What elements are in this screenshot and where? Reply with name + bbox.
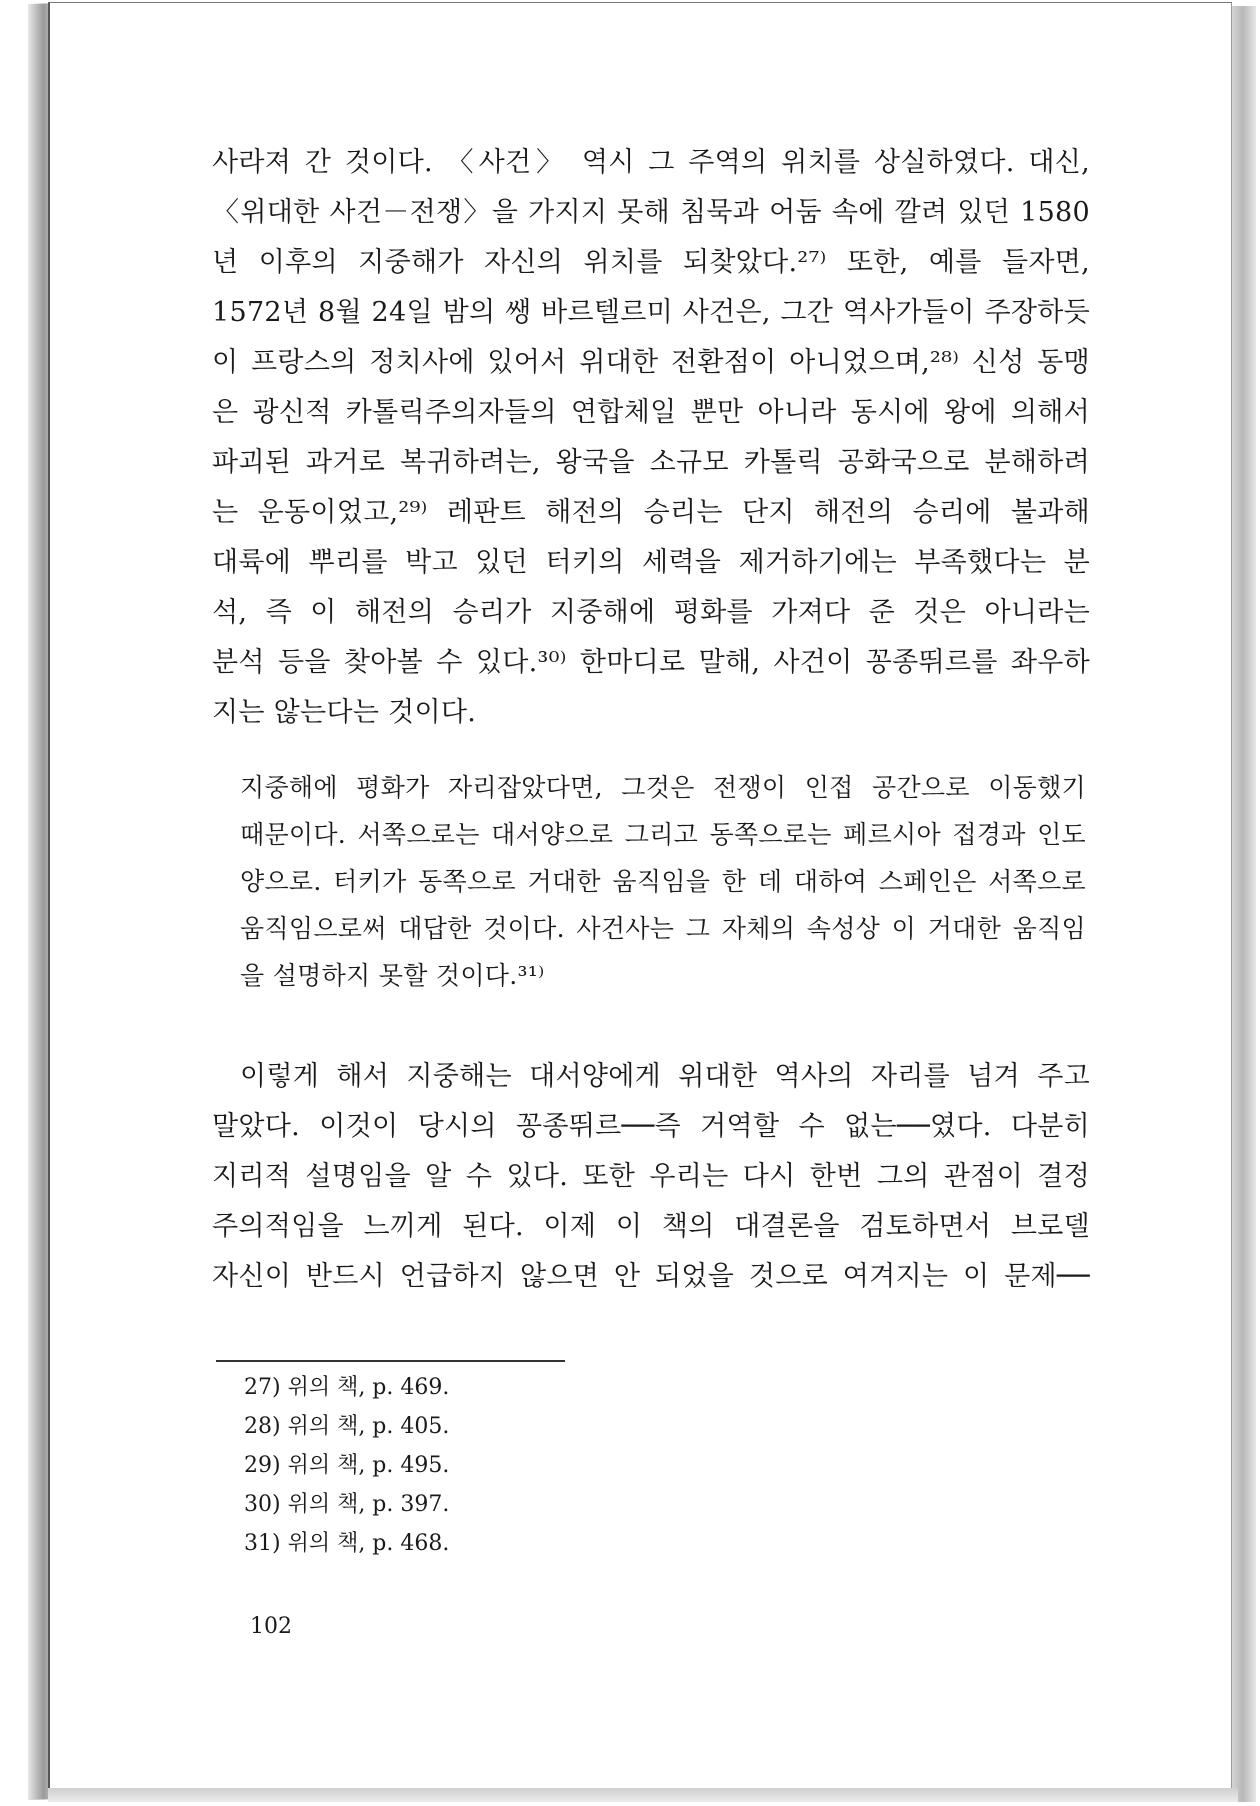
paragraph-3 [212, 1052, 1090, 1302]
footnote: 31) 위의 책, p. 468. [244, 1531, 450, 1556]
block-quote [240, 764, 1086, 999]
paragraph-line: 이렇게 해서 지중해는 대서양에게 위대한 역사의 자리를 넘겨 주고 [240, 1061, 1090, 1092]
paragraph-line: 분석 등을 찾아볼 수 있다.³⁰⁾ 한마디로 말해, 사건이 꽁종뛰르를 좌우하 [212, 647, 1090, 678]
paragraph-line: 1572년 8월 24일 밤의 쌩 바르텔르미 사건은, 그간 역사가들이 주장하듯 [212, 297, 1090, 328]
paragraph-line: 지는 않는다는 것이다. [212, 697, 477, 728]
paragraph-line: 는 운동이었고,²⁹⁾ 레판트 해전의 승리는 단지 해전의 승리에 불과해 [212, 497, 1090, 528]
quote-line: 을 설명하지 못할 것이다.³¹⁾ [240, 961, 545, 990]
page-number: 102 [250, 1614, 292, 1639]
footnote: 27) 위의 책, p. 469. [244, 1375, 450, 1400]
paragraph-line: 사라져 간 것이다. 〈사건〉 역시 그 주역의 위치를 상실하였다. 대신, [212, 147, 1090, 178]
paragraph-1 [212, 138, 1090, 738]
paragraph-line: 말았다. 이것이 당시의 꽁종뛰르──즉 거역할 수 없는──였다. 다분히 [212, 1111, 1090, 1142]
quote-line: 때문이다. 서쪽으로는 대서양으로 그리고 동쪽으로는 페르시아 접경과 인도 [240, 820, 1086, 849]
paragraph-line: 파괴된 과거로 복귀하려는, 왕국을 소규모 카톨릭 공화국으로 분해하려 [212, 447, 1090, 478]
paragraph-line: 지리적 설명임을 알 수 있다. 또한 우리는 다시 한번 그의 관점이 결정 [212, 1161, 1090, 1192]
footnote: 29) 위의 책, p. 495. [244, 1453, 450, 1478]
quote-line: 움직임으로써 대답한 것이다. 사건사는 그 자체의 속성상 이 거대한 움직임 [240, 914, 1086, 943]
footnote-separator [216, 1360, 565, 1362]
quote-line: 양으로. 터키가 동쪽으로 거대한 움직임을 한 데 대하여 스페인은 서쪽으로 [240, 867, 1086, 896]
page-edge-shadow [1232, 6, 1256, 1802]
paragraph-line: 〈위대한 사건－전쟁〉을 가지지 못해 침묵과 어둠 속에 깔려 있던 1580 [212, 197, 1090, 228]
paragraph-line: 석, 즉 이 해전의 승리가 지중해에 평화를 가져다 준 것은 아니라는 [212, 597, 1090, 628]
quote-line: 지중해에 평화가 자리잡았다면, 그것은 전쟁이 인접 공간으로 이동했기 [240, 773, 1086, 802]
paragraph-line: 자신이 반드시 언급하지 않으면 안 되었을 것으로 여겨지는 이 문제── [212, 1261, 1090, 1292]
paragraph-line: 은 광신적 카톨릭주의자들의 연합체일 뿐만 아니라 동시에 왕에 의해서 [212, 397, 1090, 428]
paragraph-line: 주의적임을 느끼게 된다. 이제 이 책의 대결론을 검토하면서 브로델 [212, 1211, 1090, 1242]
paragraph-line: 년 이후의 지중해가 자신의 위치를 되찾았다.²⁷⁾ 또한, 예를 들자면, [212, 247, 1090, 278]
footnote: 28) 위의 책, p. 405. [244, 1414, 450, 1439]
footnote: 30) 위의 책, p. 397. [244, 1492, 450, 1517]
footnotes [244, 1368, 744, 1563]
paragraph-line: 이 프랑스의 정치사에 있어서 위대한 전환점이 아니었으며,²⁸⁾ 신성 동맹 [212, 347, 1090, 378]
paragraph-line: 대륙에 뿌리를 박고 있던 터키의 세력을 제거하기에는 부족했다는 분 [212, 547, 1090, 578]
page-bottom-shadow [48, 1788, 1238, 1802]
